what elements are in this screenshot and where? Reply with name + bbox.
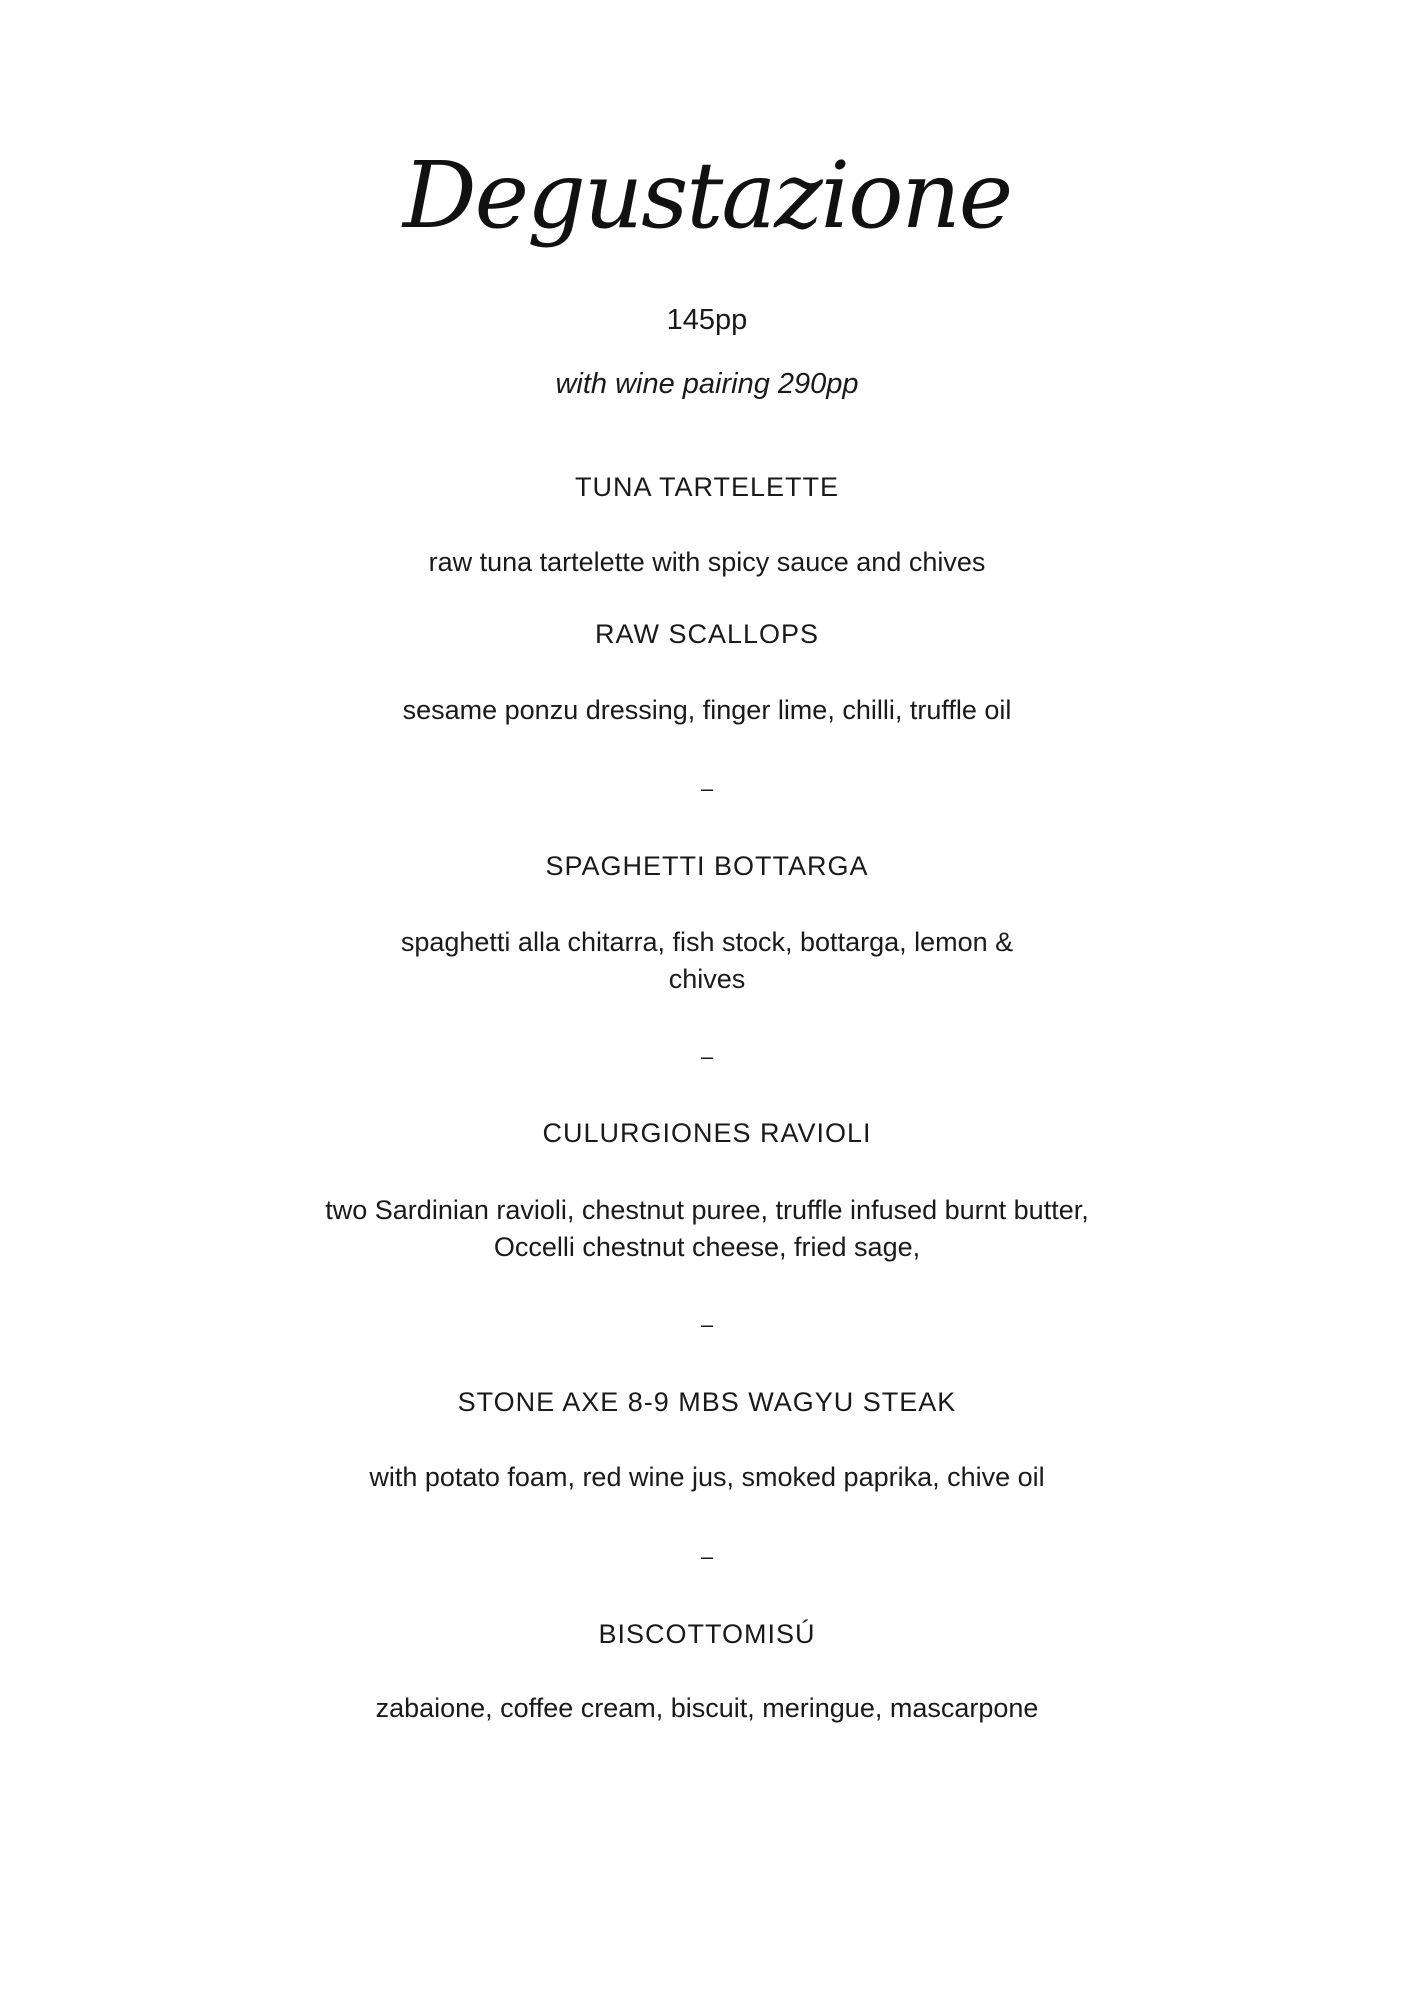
course-separator: – xyxy=(700,1312,714,1337)
course-description: spaghetti alla chitarra, fish stock, bottarga, lemon & chives xyxy=(400,927,1014,994)
course-name: SPAGHETTI BOTTARGA xyxy=(545,851,869,881)
course-description: with potato foam, red wine jus, smoked paprika, chive oil xyxy=(369,1462,1045,1492)
course-name: CULURGIONES RAVIOLI xyxy=(542,1118,872,1148)
course-name: STONE AXE 8-9 MBS WAGYU STEAK xyxy=(457,1387,957,1417)
course-name: BISCOTTOMISÚ xyxy=(598,1619,816,1649)
course-name: RAW SCALLOPS xyxy=(594,619,820,649)
course-separator: – xyxy=(700,1544,714,1569)
course-description: zabaione, coffee cream, biscuit, meringue, mascarpone xyxy=(375,1693,1039,1723)
course-name: TUNA TARTELETTE xyxy=(574,472,840,502)
course-separator: – xyxy=(700,1044,714,1069)
course-separator: – xyxy=(700,776,714,801)
menu-title: Degustazione xyxy=(402,142,1012,249)
wine-pairing-price: with wine pairing 290pp xyxy=(555,368,859,400)
menu-price: 145pp xyxy=(666,304,748,336)
course-description: sesame ponzu dressing, finger lime, chilli, truffle oil xyxy=(402,695,1012,725)
course-description: raw tuna tartelette with spicy sauce and chives xyxy=(428,547,986,577)
course-description: two Sardinian ravioli, chestnut puree, truffle infused burnt butter, Occelli chestnut cheese, fried sage, xyxy=(325,1195,1089,1262)
